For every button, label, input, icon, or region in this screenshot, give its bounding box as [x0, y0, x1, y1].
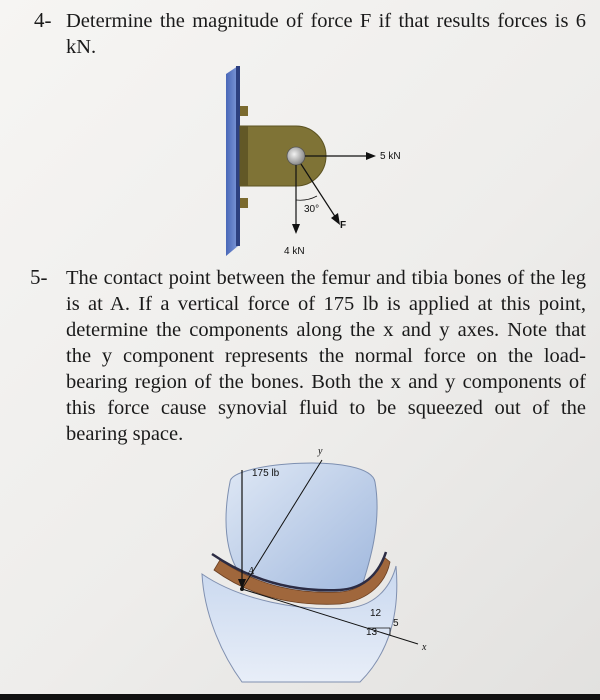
pin [287, 147, 305, 165]
angle-arc [296, 196, 317, 200]
force-4kn-label: 4 kN [284, 246, 305, 257]
problem-4-text: Determine the magnitude of force F if that results forces is 6 kN. [66, 10, 586, 58]
x-axis-label: x [422, 642, 427, 653]
bracket-side [240, 126, 248, 186]
point-a-label: A [248, 566, 255, 577]
bottom-strip [0, 694, 600, 700]
problem-5-figure [190, 442, 450, 692]
problem-5-text: The contact point between the femur and tibia bones of the leg is at A. If a vertical force of 175 lb is applied at this point, determine the components along the x and y axes. Note that the y component represents the normal force on the load-bearing region of the bones. Both the x and y components of this force cause synovial fluid to be squeezed out of the bearing space. [66, 267, 586, 445]
angle-label: 30° [304, 204, 320, 215]
force-5kn-label: 5 kN [380, 151, 401, 162]
slope-label-12: 12 [370, 608, 382, 619]
force-4kn-arrowhead [292, 224, 300, 234]
force-5kn-arrowhead [366, 152, 376, 160]
y-axis-label: y [318, 446, 323, 457]
force-175lb-label: 175 lb [252, 468, 280, 479]
force-f-label: F [340, 220, 347, 231]
wall-edge [236, 66, 240, 246]
slope-label-5: 5 [393, 618, 399, 629]
point-a [240, 587, 244, 591]
problem-5-number: 5- [30, 265, 48, 289]
problem-4-number: 4- [34, 8, 52, 32]
problem-4-figure [200, 62, 460, 262]
slope-label-13: 13 [366, 627, 378, 638]
bolt-top [240, 106, 248, 116]
force-f-arrowhead [331, 213, 340, 225]
bolt-bottom [240, 198, 248, 208]
